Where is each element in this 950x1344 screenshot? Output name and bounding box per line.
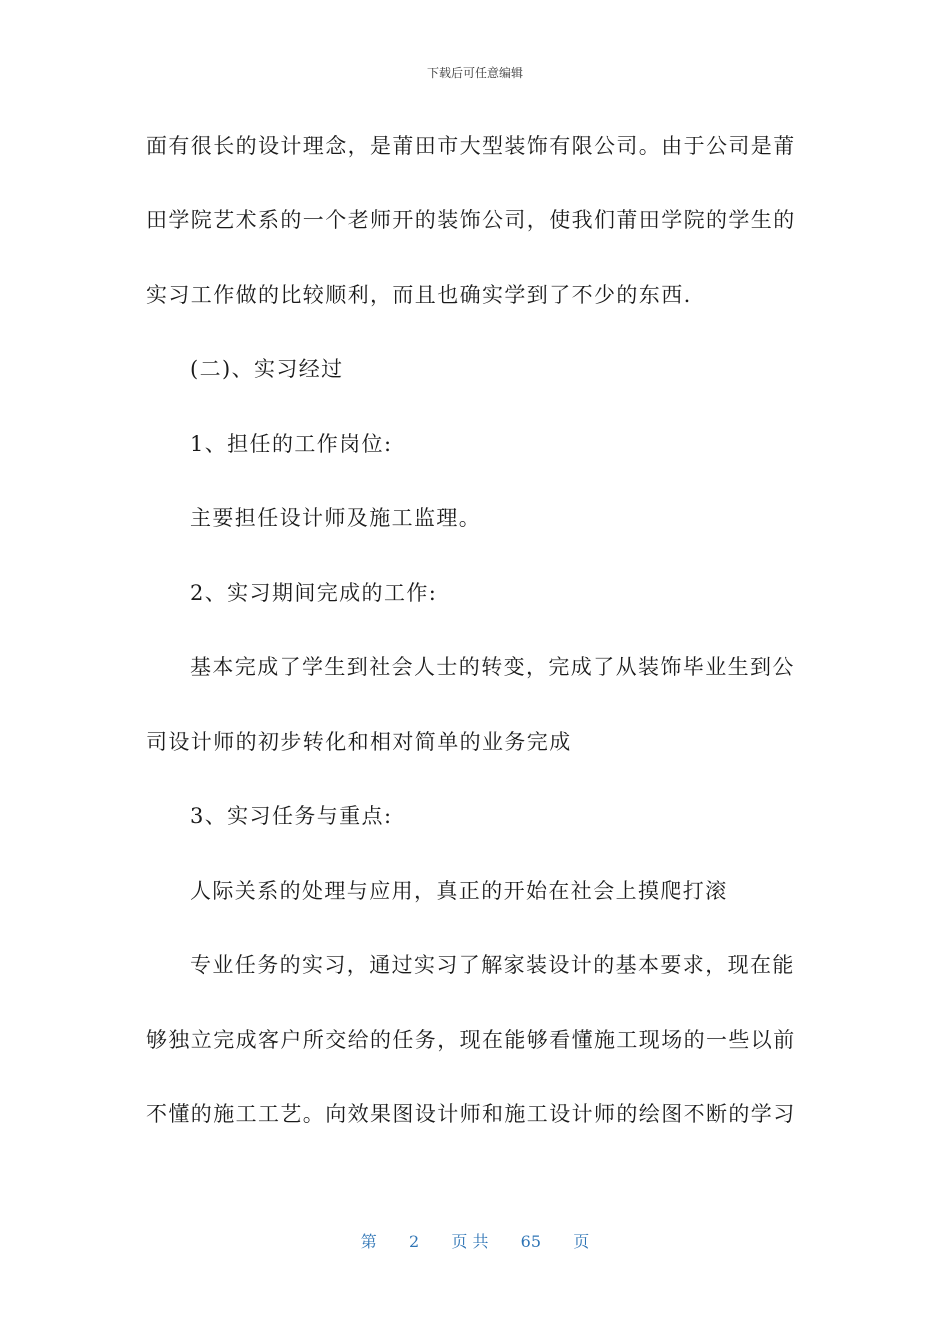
subheading: 1、担任的工作岗位: [190, 432, 393, 456]
text-line: 面有很长的设计理念，是莆田市大型装饰有限公司。由于公司是莆 [146, 134, 796, 158]
footer-ye: 页 [573, 1232, 590, 1251]
text-line: 司设计师的初步转化和相对简单的业务完成 [146, 730, 572, 754]
page-header-note: 下载后可任意编辑 [426, 66, 523, 80]
text-line: 基本完成了学生到社会人士的转变，完成了从装饰毕业生到公 [190, 655, 795, 679]
text-line: 不懂的施工工艺。向效果图设计师和施工设计师的绘图不断的学习 [146, 1102, 796, 1126]
text-line: 实习工作做的比较顺利，而且也确实学到了不少的东西. [146, 283, 692, 307]
subheading: 3、实习任务与重点: [190, 804, 393, 828]
page-footer [0, 1229, 950, 1252]
text-line: 人际关系的处理与应用，真正的开始在社会上摸爬打滚 [190, 879, 728, 903]
footer-ye-gong: 页 共 [451, 1232, 489, 1251]
text-line: 专业任务的实习，通过实习了解家装设计的基本要求，现在能 [190, 953, 795, 977]
footer-page-number: 2 [408, 1232, 420, 1251]
text-line: 够独立完成客户所交给的任务，现在能够看懂施工现场的一些以前 [146, 1028, 796, 1052]
subheading: 2、实习期间完成的工作: [190, 581, 438, 605]
text-line: 田学院艺术系的一个老师开的装饰公司，使我们莆田学院的学生的 [146, 208, 796, 232]
footer-total-pages: 65 [520, 1232, 541, 1251]
section-heading: (二)、实习经过 [190, 357, 344, 381]
text-line: 主要担任设计师及施工监理。 [190, 506, 482, 530]
footer-di: 第 [360, 1232, 377, 1251]
